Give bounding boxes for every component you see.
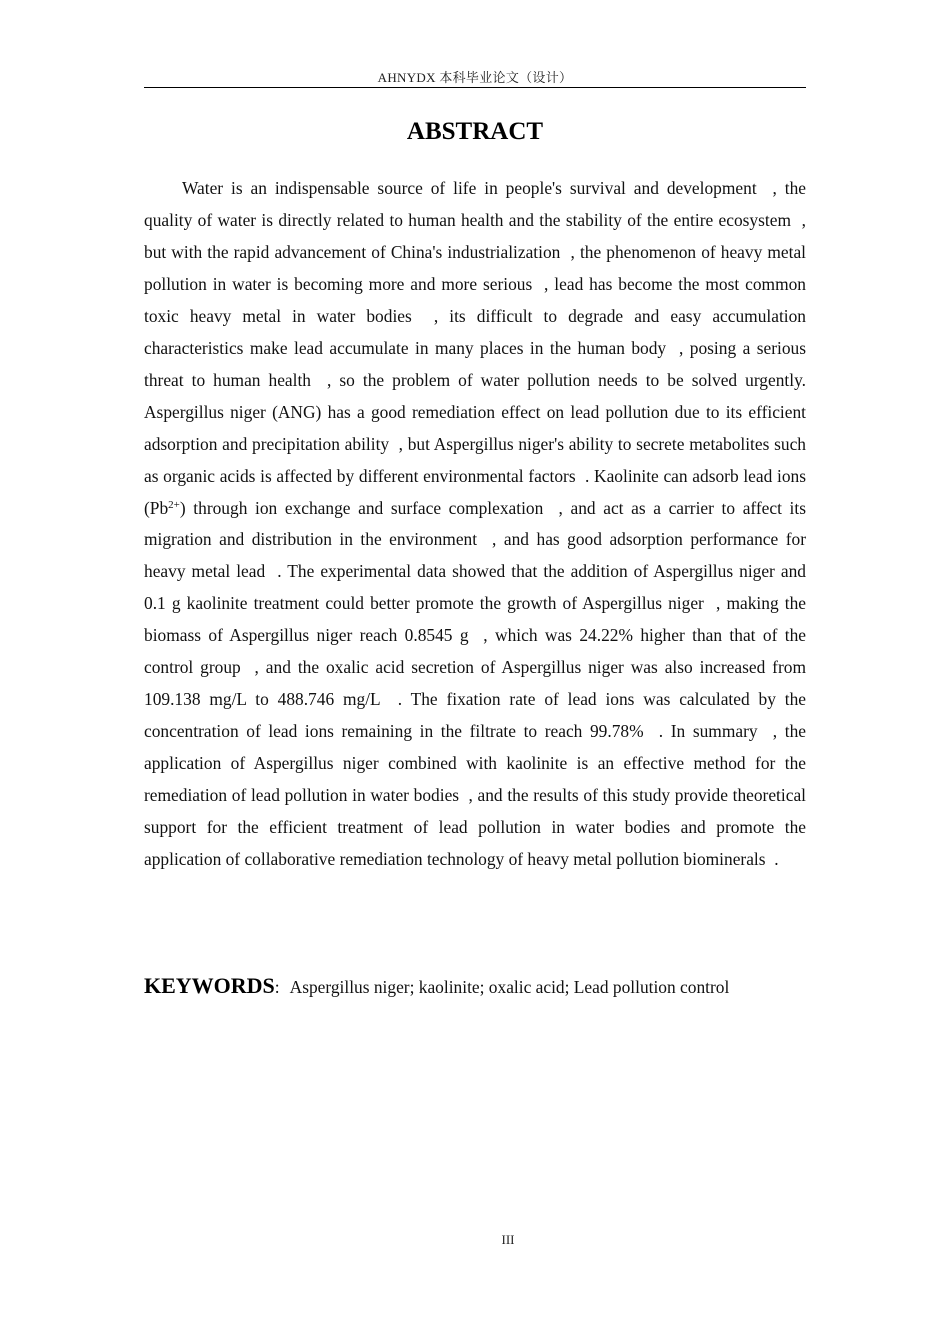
keywords-label: KEYWORDS (144, 973, 275, 998)
page-number: III (501, 1232, 515, 1247)
abstract-title: ABSTRACT (406, 118, 544, 145)
lead-ion-charge-superscript: 2+ (168, 498, 180, 511)
running-header: AHNYDX 本科毕业论文（设计） (377, 70, 573, 85)
keywords-line (144, 970, 806, 1003)
keywords-colon: : (274, 977, 280, 997)
abstract-text-part-1: Water is an indispensable source of life in people's survival and development , the quality of water is directly related to human health and the stability of the entire ecosystem , but with the rapid advancement of China's industrialization , the phenomenon of heavy metal pollution in water is becoming more and more serious , lead has become the most common toxic heavy metal in water bodies , its difficult to degrade and easy accumulation characteristics make lead accumulate in many places in the human body , posing a serious threat to human health , so the problem of water pollution needs to be solved urgently. Aspergillus niger (ANG) has a good remediation effect on lead pollution due to its efficient adsorption and precipitation ability , but Aspergillus niger's ability to secrete metabolites such as organic acids is affected by different environmental factors . Kaolinite can adsorb lead ions (Pb (144, 178, 806, 518)
keywords-value: Aspergillus niger; kaolinite; oxalic acid; Lead pollution control (289, 977, 730, 997)
abstract-paragraph (144, 173, 806, 876)
abstract-text-part-2: ) through ion exchange and surface complexation , and act as a carrier to affect its migration and distribution in the environment , and has good adsorption performance for heavy metal lead . The experimental data showed that the addition of Aspergillus niger and 0.1 g kaolinite treatment could better promote the growth of Aspergillus niger , making the biomass of Aspergillus niger reach 0.8545 g , which was 24.22% higher than that of the control group , and the oxalic acid secretion of Aspergillus niger was also increased from 109.138 mg/L to 488.746 mg/L . The fixation rate of lead ions was calculated by the concentration of lead ions remaining in the filtrate to reach 99.78% . In summary , the application of Aspergillus niger combined with kaolinite is an effective method for the remediation of lead pollution in water bodies , and the results of this study provide theoretical support for the efficient treatment of lead pollution in water bodies and promote the application of collaborative remediation technology of heavy metal pollution biominerals . (144, 497, 806, 870)
header-divider (144, 87, 806, 88)
